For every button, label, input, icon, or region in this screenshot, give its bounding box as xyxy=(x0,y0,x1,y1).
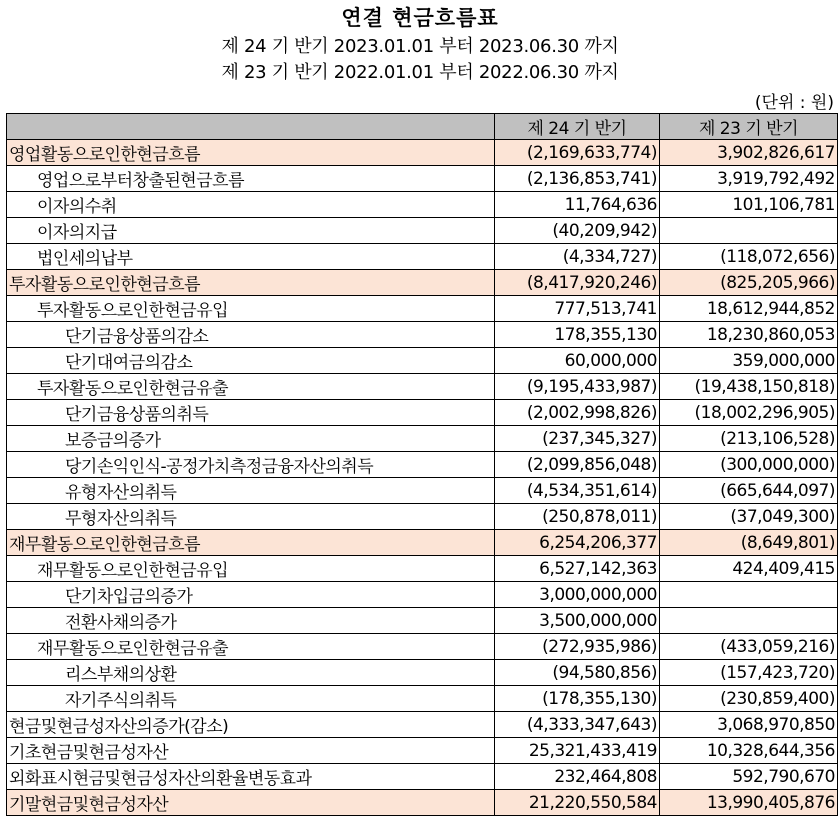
value-period-24: 6,254,206,377 xyxy=(495,530,660,556)
value-period-24: (94,580,856) xyxy=(495,660,660,686)
account-label: 무형자산의취득 xyxy=(7,504,495,530)
value-period-23: (300,000,000) xyxy=(660,452,838,478)
value-period-24: 3,000,000,000 xyxy=(495,582,660,608)
table-row xyxy=(7,764,838,790)
value-period-24: 6,527,142,363 xyxy=(495,556,660,582)
value-period-24: 11,764,636 xyxy=(495,192,660,218)
value-period-24: (2,169,633,774) xyxy=(495,140,660,166)
value-period-23: (37,049,300) xyxy=(660,504,838,530)
unit-label: (단위 : 원) xyxy=(754,93,834,113)
account-label: 단기금융상품의감소 xyxy=(7,322,495,348)
value-period-24: (4,333,347,643) xyxy=(495,712,660,738)
value-period-24: 25,321,433,419 xyxy=(495,738,660,764)
value-period-23: 101,106,781 xyxy=(660,192,838,218)
value-period-24: 777,513,741 xyxy=(495,296,660,322)
table-row xyxy=(7,192,838,218)
value-period-23 xyxy=(660,608,838,634)
value-period-23: 424,409,415 xyxy=(660,556,838,582)
table-row xyxy=(7,712,838,738)
table-row xyxy=(7,140,838,166)
value-period-24: 232,464,808 xyxy=(495,764,660,790)
account-label: 재무활동으로인한현금유출 xyxy=(7,634,495,660)
account-label: 투자활동으로인한현금흐름 xyxy=(7,270,495,296)
account-label: 보증금의증가 xyxy=(7,426,495,452)
table-row xyxy=(7,374,838,400)
account-label: 자기주식의취득 xyxy=(7,686,495,712)
table-row xyxy=(7,660,838,686)
value-period-23: (8,649,801) xyxy=(660,530,838,556)
table-row xyxy=(7,218,838,244)
value-period-23: 3,919,792,492 xyxy=(660,166,838,192)
header-period-24: 제 24 기 반기 xyxy=(495,114,660,140)
table-row xyxy=(7,556,838,582)
table-row xyxy=(7,582,838,608)
value-period-23: (433,059,216) xyxy=(660,634,838,660)
table-row xyxy=(7,452,838,478)
value-period-23 xyxy=(660,582,838,608)
table-row xyxy=(7,400,838,426)
account-label: 투자활동으로인한현금유입 xyxy=(7,296,495,322)
account-label: 이자의수취 xyxy=(7,192,495,218)
value-period-23: (825,205,966) xyxy=(660,270,838,296)
value-period-23: 592,790,670 xyxy=(660,764,838,790)
value-period-23: 3,068,970,850 xyxy=(660,712,838,738)
value-period-24: (8,417,920,246) xyxy=(495,270,660,296)
table-row xyxy=(7,478,838,504)
value-period-24: 60,000,000 xyxy=(495,348,660,374)
page-title: 연결 현금흐름표 xyxy=(341,6,499,30)
value-period-24: (9,195,433,987) xyxy=(495,374,660,400)
account-label: 단기차입금의증가 xyxy=(7,582,495,608)
table-row xyxy=(7,608,838,634)
table-row xyxy=(7,686,838,712)
value-period-23: (665,644,097) xyxy=(660,478,838,504)
value-period-24: (40,209,942) xyxy=(495,218,660,244)
account-label: 리스부채의상환 xyxy=(7,660,495,686)
value-period-24: 21,220,550,584 xyxy=(495,790,660,816)
value-period-24: (2,136,853,741) xyxy=(495,166,660,192)
value-period-23: (213,106,528) xyxy=(660,426,838,452)
account-label: 기말현금및현금성자산 xyxy=(7,790,495,816)
value-period-24: (250,878,011) xyxy=(495,504,660,530)
account-label: 법인세의납부 xyxy=(7,244,495,270)
account-label: 재무활동으로인한현금흐름 xyxy=(7,530,495,556)
table-row xyxy=(7,166,838,192)
table-row xyxy=(7,790,838,816)
account-label: 전환사채의증가 xyxy=(7,608,495,634)
account-label: 투자활동으로인한현금유출 xyxy=(7,374,495,400)
period-prior: 제 23 기 반기 2022.01.01 부터 2022.06.30 까지 xyxy=(221,62,619,83)
value-period-23: 18,612,944,852 xyxy=(660,296,838,322)
value-period-23: (18,002,296,905) xyxy=(660,400,838,426)
table-row xyxy=(7,244,838,270)
account-label: 단기대여금의감소 xyxy=(7,348,495,374)
account-label: 외화표시현금및현금성자산의환율변동효과 xyxy=(7,764,495,790)
header-row xyxy=(7,114,838,140)
value-period-23 xyxy=(660,218,838,244)
account-label: 단기금융상품의취득 xyxy=(7,400,495,426)
period-current: 제 24 기 반기 2023.01.01 부터 2023.06.30 까지 xyxy=(221,36,619,57)
value-period-23: 10,328,644,356 xyxy=(660,738,838,764)
account-label: 기초현금및현금성자산 xyxy=(7,738,495,764)
table-row xyxy=(7,530,838,556)
table-row xyxy=(7,296,838,322)
value-period-23: (230,859,400) xyxy=(660,686,838,712)
value-period-23: (118,072,656) xyxy=(660,244,838,270)
value-period-23: 359,000,000 xyxy=(660,348,838,374)
value-period-24: (4,534,351,614) xyxy=(495,478,660,504)
value-period-24: (272,935,986) xyxy=(495,634,660,660)
table-row xyxy=(7,504,838,530)
header-account xyxy=(7,114,495,140)
value-period-23: 3,902,826,617 xyxy=(660,140,838,166)
account-label: 현금및현금성자산의증가(감소) xyxy=(7,712,495,738)
header-period-23: 제 23 기 반기 xyxy=(660,114,838,140)
value-period-23: (157,423,720) xyxy=(660,660,838,686)
value-period-23: (19,438,150,818) xyxy=(660,374,838,400)
value-period-24: (237,345,327) xyxy=(495,426,660,452)
table-row xyxy=(7,634,838,660)
value-period-24: (2,099,856,048) xyxy=(495,452,660,478)
value-period-24: (4,334,727) xyxy=(495,244,660,270)
table-row xyxy=(7,348,838,374)
account-label: 이자의지급 xyxy=(7,218,495,244)
value-period-24: 178,355,130 xyxy=(495,322,660,348)
account-label: 영업으로부터창출된현금흐름 xyxy=(7,166,495,192)
account-label: 영업활동으로인한현금흐름 xyxy=(7,140,495,166)
table-row xyxy=(7,426,838,452)
account-label: 유형자산의취득 xyxy=(7,478,495,504)
value-period-23: 13,990,405,876 xyxy=(660,790,838,816)
cash-flow-table xyxy=(6,113,838,816)
account-label: 당기손익인식-공정가치측정금융자산의취득 xyxy=(7,452,495,478)
table-row xyxy=(7,738,838,764)
account-label: 재무활동으로인한현금유입 xyxy=(7,556,495,582)
table-row xyxy=(7,270,838,296)
value-period-24: (2,002,998,826) xyxy=(495,400,660,426)
value-period-24: 3,500,000,000 xyxy=(495,608,660,634)
value-period-23: 18,230,860,053 xyxy=(660,322,838,348)
table-row xyxy=(7,322,838,348)
value-period-24: (178,355,130) xyxy=(495,686,660,712)
